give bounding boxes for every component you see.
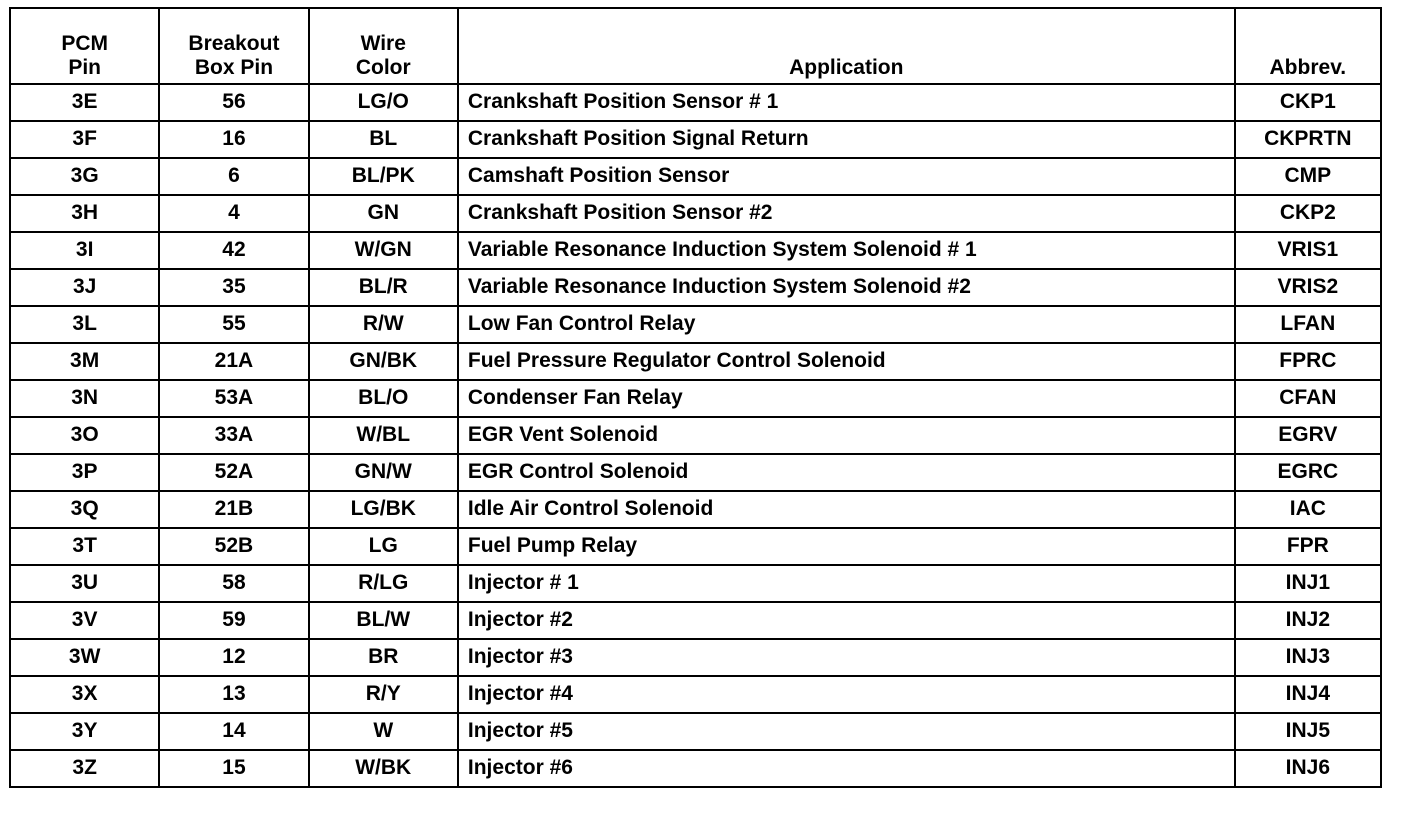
application-cell: Crankshaft Position Signal Return <box>458 121 1235 158</box>
abbrev-cell: LFAN <box>1235 306 1381 343</box>
wire-color-cell: BL/PK <box>309 158 458 195</box>
application-cell: Crankshaft Position Sensor # 1 <box>458 84 1235 121</box>
breakout-box-pin-cell: 33A <box>159 417 308 454</box>
table-body <box>10 84 1381 787</box>
header-application: Application <box>458 8 1235 84</box>
application-cell: EGR Control Solenoid <box>458 454 1235 491</box>
breakout-box-pin-cell: 6 <box>159 158 308 195</box>
wire-color-cell: R/LG <box>309 565 458 602</box>
breakout-box-pin-cell: 21B <box>159 491 308 528</box>
application-cell: EGR Vent Solenoid <box>458 417 1235 454</box>
abbrev-cell: CKPRTN <box>1235 121 1381 158</box>
breakout-box-pin-cell: 55 <box>159 306 308 343</box>
header-pcm-pin: PCM Pin <box>10 8 159 84</box>
breakout-box-pin-cell: 59 <box>159 602 308 639</box>
pcm-pin-cell: 3Z <box>10 750 159 787</box>
pcm-pin-table <box>9 7 1382 788</box>
table-row <box>10 269 1381 306</box>
table-row <box>10 528 1381 565</box>
application-cell: Injector #6 <box>458 750 1235 787</box>
breakout-box-pin-cell: 16 <box>159 121 308 158</box>
application-cell: Fuel Pressure Regulator Control Solenoid <box>458 343 1235 380</box>
table-row <box>10 676 1381 713</box>
header-abbrev: Abbrev. <box>1235 8 1381 84</box>
pcm-pin-cell: 3L <box>10 306 159 343</box>
table-row <box>10 491 1381 528</box>
breakout-box-pin-cell: 53A <box>159 380 308 417</box>
abbrev-cell: IAC <box>1235 491 1381 528</box>
abbrev-cell: INJ3 <box>1235 639 1381 676</box>
application-cell: Idle Air Control Solenoid <box>458 491 1235 528</box>
application-cell: Injector #4 <box>458 676 1235 713</box>
pcm-pin-cell: 3U <box>10 565 159 602</box>
abbrev-cell: INJ4 <box>1235 676 1381 713</box>
breakout-box-pin-cell: 52B <box>159 528 308 565</box>
pcm-pin-cell: 3I <box>10 232 159 269</box>
application-cell: Injector #2 <box>458 602 1235 639</box>
wire-color-cell: BL/W <box>309 602 458 639</box>
wire-color-cell: GN <box>309 195 458 232</box>
wire-color-cell: GN/W <box>309 454 458 491</box>
abbrev-cell: INJ2 <box>1235 602 1381 639</box>
table-row <box>10 713 1381 750</box>
breakout-box-pin-cell: 52A <box>159 454 308 491</box>
application-cell: Crankshaft Position Sensor #2 <box>458 195 1235 232</box>
table-row <box>10 380 1381 417</box>
application-cell: Fuel Pump Relay <box>458 528 1235 565</box>
breakout-box-pin-cell: 13 <box>159 676 308 713</box>
pcm-pin-cell: 3E <box>10 84 159 121</box>
breakout-box-pin-cell: 35 <box>159 269 308 306</box>
table-row <box>10 232 1381 269</box>
pcm-pin-cell: 3Y <box>10 713 159 750</box>
application-cell: Condenser Fan Relay <box>458 380 1235 417</box>
table-row <box>10 565 1381 602</box>
wire-color-cell: R/W <box>309 306 458 343</box>
abbrev-cell: EGRC <box>1235 454 1381 491</box>
wire-color-cell: LG <box>309 528 458 565</box>
wire-color-cell: LG/BK <box>309 491 458 528</box>
pcm-pin-cell: 3F <box>10 121 159 158</box>
breakout-box-pin-cell: 12 <box>159 639 308 676</box>
table-row <box>10 84 1381 121</box>
table-row <box>10 602 1381 639</box>
wire-color-cell: BL <box>309 121 458 158</box>
wire-color-cell: W <box>309 713 458 750</box>
abbrev-cell: INJ6 <box>1235 750 1381 787</box>
pcm-pin-cell: 3J <box>10 269 159 306</box>
table-row <box>10 417 1381 454</box>
breakout-box-pin-cell: 42 <box>159 232 308 269</box>
pcm-pin-cell: 3X <box>10 676 159 713</box>
table-row <box>10 750 1381 787</box>
header-wire-color: Wire Color <box>309 8 458 84</box>
wire-color-cell: BR <box>309 639 458 676</box>
breakout-box-pin-cell: 15 <box>159 750 308 787</box>
table-row <box>10 195 1381 232</box>
abbrev-cell: INJ5 <box>1235 713 1381 750</box>
breakout-box-pin-cell: 58 <box>159 565 308 602</box>
pcm-pin-cell: 3N <box>10 380 159 417</box>
table-row <box>10 306 1381 343</box>
table-row <box>10 343 1381 380</box>
abbrev-cell: CMP <box>1235 158 1381 195</box>
abbrev-cell: CFAN <box>1235 380 1381 417</box>
application-cell: Injector #5 <box>458 713 1235 750</box>
table-row <box>10 158 1381 195</box>
pcm-pin-cell: 3T <box>10 528 159 565</box>
abbrev-cell: VRIS1 <box>1235 232 1381 269</box>
pin-table-container <box>9 7 1382 788</box>
wire-color-cell: BL/R <box>309 269 458 306</box>
pcm-pin-cell: 3G <box>10 158 159 195</box>
table-row <box>10 639 1381 676</box>
wire-color-cell: W/BL <box>309 417 458 454</box>
breakout-box-pin-cell: 56 <box>159 84 308 121</box>
wire-color-cell: R/Y <box>309 676 458 713</box>
abbrev-cell: CKP1 <box>1235 84 1381 121</box>
pcm-pin-cell: 3V <box>10 602 159 639</box>
breakout-box-pin-cell: 4 <box>159 195 308 232</box>
breakout-box-pin-cell: 14 <box>159 713 308 750</box>
abbrev-cell: INJ1 <box>1235 565 1381 602</box>
pcm-pin-cell: 3W <box>10 639 159 676</box>
wire-color-cell: LG/O <box>309 84 458 121</box>
pcm-pin-cell: 3O <box>10 417 159 454</box>
abbrev-cell: FPR <box>1235 528 1381 565</box>
breakout-box-pin-cell: 21A <box>159 343 308 380</box>
wire-color-cell: GN/BK <box>309 343 458 380</box>
abbrev-cell: CKP2 <box>1235 195 1381 232</box>
table-row <box>10 121 1381 158</box>
application-cell: Injector #3 <box>458 639 1235 676</box>
pcm-pin-cell: 3P <box>10 454 159 491</box>
wire-color-cell: BL/O <box>309 380 458 417</box>
application-cell: Low Fan Control Relay <box>458 306 1235 343</box>
header-row <box>10 8 1381 84</box>
table-row <box>10 454 1381 491</box>
application-cell: Camshaft Position Sensor <box>458 158 1235 195</box>
pcm-pin-cell: 3M <box>10 343 159 380</box>
application-cell: Variable Resonance Induction System Solenoid #2 <box>458 269 1235 306</box>
wire-color-cell: W/GN <box>309 232 458 269</box>
abbrev-cell: VRIS2 <box>1235 269 1381 306</box>
application-cell: Variable Resonance Induction System Solenoid # 1 <box>458 232 1235 269</box>
header-breakout-box-pin: Breakout Box Pin <box>159 8 308 84</box>
pcm-pin-cell: 3Q <box>10 491 159 528</box>
application-cell: Injector # 1 <box>458 565 1235 602</box>
wire-color-cell: W/BK <box>309 750 458 787</box>
pcm-pin-cell: 3H <box>10 195 159 232</box>
abbrev-cell: FPRC <box>1235 343 1381 380</box>
abbrev-cell: EGRV <box>1235 417 1381 454</box>
